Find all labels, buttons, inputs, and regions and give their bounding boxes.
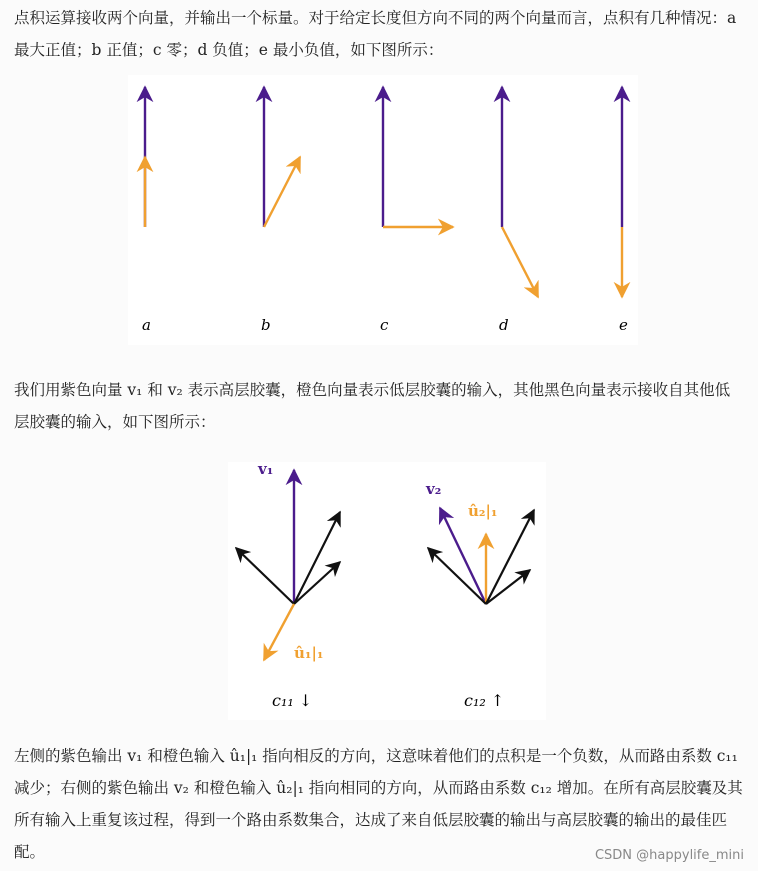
case-label-b: b	[261, 316, 271, 334]
case-d	[499, 87, 538, 334]
case-c	[380, 87, 453, 334]
label-v2: v₂	[426, 480, 442, 498]
paragraph-dot-product-intro: 点积运算接收两个向量，并输出一个标量。对于给定长度但方向不同的两个向量而言，点积有几种情况：a 最大正值；b 正值；c 零；d 负值；e 最小负值，如下图所示：	[14, 9, 737, 59]
label-c11: c₁₁ ↓	[272, 691, 313, 710]
figure-routing-svg	[228, 462, 546, 720]
vector-u11	[264, 604, 294, 660]
case-label-d: d	[499, 316, 509, 334]
vector-v2	[440, 508, 486, 604]
case-e	[619, 87, 628, 334]
black-input-vector	[294, 562, 340, 604]
black-input-vector	[428, 548, 486, 604]
label-c12: c₁₂ ↑	[464, 691, 505, 710]
case-label-a: a	[142, 316, 151, 334]
case-label-c: c	[380, 316, 389, 334]
orange-vector-b	[264, 157, 300, 227]
figure-dot-product-svg	[128, 75, 638, 345]
case-label-e: e	[619, 316, 628, 334]
figure-routing-vectors	[228, 462, 546, 720]
case-b	[261, 87, 300, 334]
paragraph-routing-explanation: 左侧的紫色输出 v₁ 和橙色输入 û₁|₁ 指向相反的方向，这意味着他们的点积是一个负数，从而路由系数 c₁₁ 减少；右侧的紫色输出 v₂ 和橙色输入 û₂|₁ 指向相同的方向，从而路由系数 c₁₂ 增加。在所有高层胶囊及其所有输入上重复该过程，得到一个路由系数集合，达成了来自低层胶囊的输出与高层胶囊的输出的最佳匹配。	[14, 747, 743, 861]
right-capsule-group	[425, 480, 534, 710]
paragraph-capsule-vectors: 我们用紫色向量 v₁ 和 v₂ 表示高层胶囊，橙色向量表示低层胶囊的输入，其他黑色向量表示接收自其他低层胶囊的输入，如下图所示：	[14, 381, 731, 431]
case-a	[142, 87, 151, 334]
label-v1: v₁	[258, 462, 274, 478]
black-input-vector	[486, 570, 530, 604]
black-input-vector	[294, 512, 340, 604]
left-capsule-group	[236, 462, 340, 710]
figure-dot-product-cases	[128, 75, 638, 345]
black-input-vector	[486, 510, 534, 604]
orange-vector-d	[502, 227, 538, 297]
label-u11: û₁|₁	[294, 644, 324, 662]
label-u21: û₂|₁	[468, 502, 498, 520]
watermark: CSDN @happylife_mini	[594, 848, 744, 863]
black-input-vector	[236, 548, 294, 604]
